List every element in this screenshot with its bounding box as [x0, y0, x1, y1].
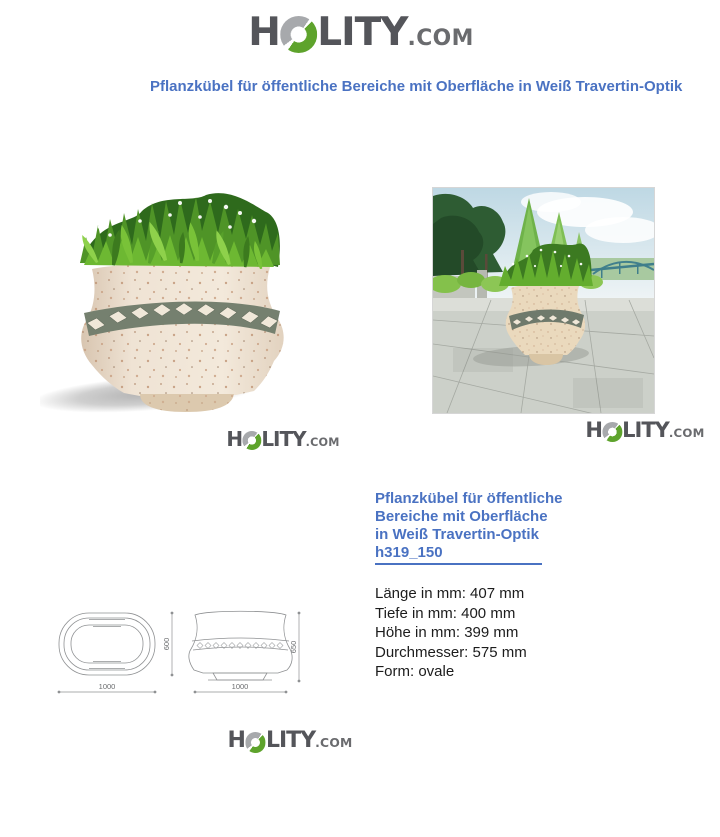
holity-watermark-right: H LITY .COM: [585, 418, 705, 442]
product-specs: [375, 584, 527, 682]
product-title-line3: in Weiß Travertin-Optik: [375, 526, 539, 543]
logo-o-icon: [242, 431, 261, 450]
dim-side-view-height: 650: [289, 640, 298, 654]
spec-hoehe: Höhe in mm: 399 mm: [375, 624, 519, 641]
logo-tld: .COM: [407, 26, 474, 51]
product-info: [375, 490, 563, 565]
holity-logo[interactable]: [248, 10, 474, 55]
spec-laenge: Länge in mm: 407 mm: [375, 585, 525, 602]
logo-o-icon: [245, 732, 266, 753]
spec-form: Form: ovale: [375, 663, 455, 680]
product-sku-link[interactable]: h319_150: [375, 544, 542, 565]
page-title: Pflanzkübel für öffentliche Bereiche mit Oberfläche in Weiß Travertin-Optik: [150, 78, 683, 95]
logo-o-icon: [602, 422, 622, 442]
logo-o-icon: [280, 16, 317, 53]
product-photo-context[interactable]: [432, 187, 655, 414]
dim-top-view-width: 1000: [98, 682, 116, 691]
product-title-line2: Bereiche mit Oberfläche: [375, 508, 548, 525]
dim-top-view-height: 600: [162, 637, 171, 651]
logo-letter-h: H: [248, 10, 280, 55]
drawing-band: [197, 643, 283, 649]
spec-durchmesser: Durchmesser: 575 mm: [375, 643, 527, 661]
spec-tiefe: Tiefe in mm: 400 mm: [375, 604, 516, 622]
plants: [80, 193, 280, 270]
holity-watermark-left: H LITY .COM: [226, 427, 340, 451]
dim-side-view-width: 1000: [231, 682, 249, 691]
holity-watermark-footer: H LITY .COM: [227, 728, 353, 753]
technical-drawing: [45, 597, 311, 711]
product-title-line1: Pflanzkübel für öffentliche: [375, 490, 563, 507]
product-image-main[interactable]: [40, 173, 320, 420]
logo-letters-lity: LITY: [317, 10, 408, 55]
